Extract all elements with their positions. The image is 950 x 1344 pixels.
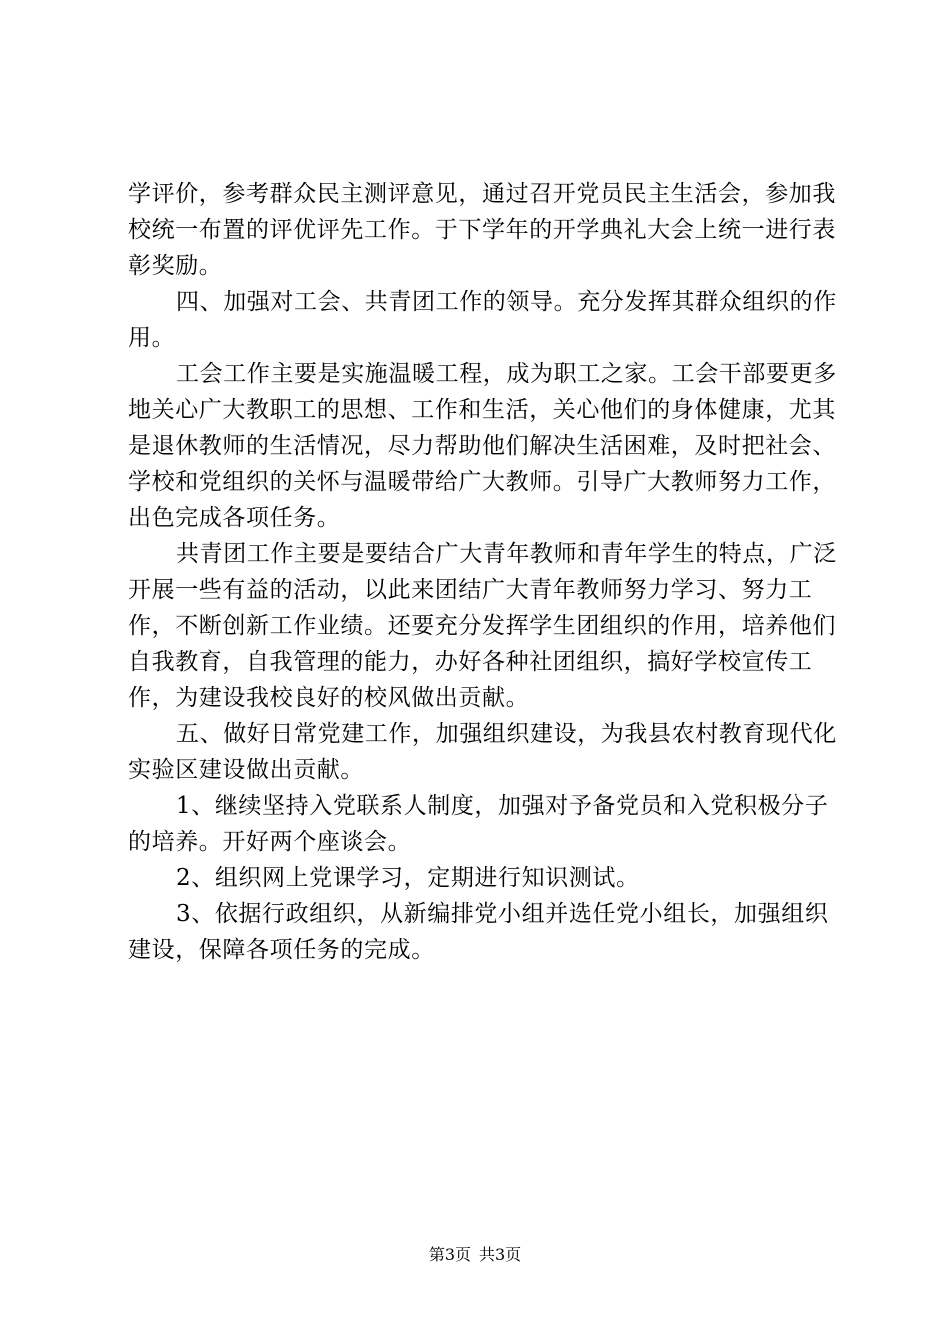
paragraph-item-two: 2、组织网上党课学习，定期进行知识测试。 bbox=[176, 865, 640, 891]
paragraph-item-three: 3、依据行政组织，从新编排党小组并选任党小组长，加强组织建设，保障各项任务的完成。 bbox=[128, 901, 829, 963]
document-body bbox=[128, 176, 840, 968]
paragraph-section-five-heading: 五、做好日常党建工作，加强组织建设，为我县农村教育现代化实验区建设做出贡献。 bbox=[128, 721, 837, 783]
paragraph-item-one: 1、继续坚持入党联系人制度，加强对予备党员和入党积极分子的培养。开好两个座谈会。 bbox=[128, 793, 829, 855]
paragraph-youth-league: 共青团工作主要是要结合广大青年教师和青年学生的特点，广泛开展一些有益的活动，以此来团结广大青年教师努力学习、努力工作，不断创新工作业绩。还要充分发挥学生团组织的作用，培养他们自我教育，自我管理的能力，办好各种社团组织，搞好学校宣传工作，为建设我校良好的校风做出贡献。 bbox=[128, 541, 837, 711]
paragraph-trade-union: 工会工作主要是实施温暖工程，成为职工之家。工会干部要更多地关心广大教职工的思想、工作和生活，关心他们的身体健康，尤其是退休教师的生活情况，尽力帮助他们解决生活困难，及时把社会、学校和党组织的关怀与温暖带给广大教师。引导广大教师努力工作，出色完成各项任务。 bbox=[128, 361, 837, 531]
page-number-current: 第3页 bbox=[428, 1245, 471, 1264]
page-footer bbox=[0, 1244, 950, 1266]
paragraph-continuation: 学评价，参考群众民主测评意见，通过召开党员民主生活会，参加我校统一布置的评优评先工作。于下学年的开学典礼大会上统一进行表彰奖励。 bbox=[128, 181, 836, 279]
paragraph-section-four-heading: 四、加强对工会、共青团工作的领导。充分发挥其群众组织的作用。 bbox=[128, 289, 837, 351]
page-number-total: 共3页 bbox=[479, 1245, 522, 1264]
